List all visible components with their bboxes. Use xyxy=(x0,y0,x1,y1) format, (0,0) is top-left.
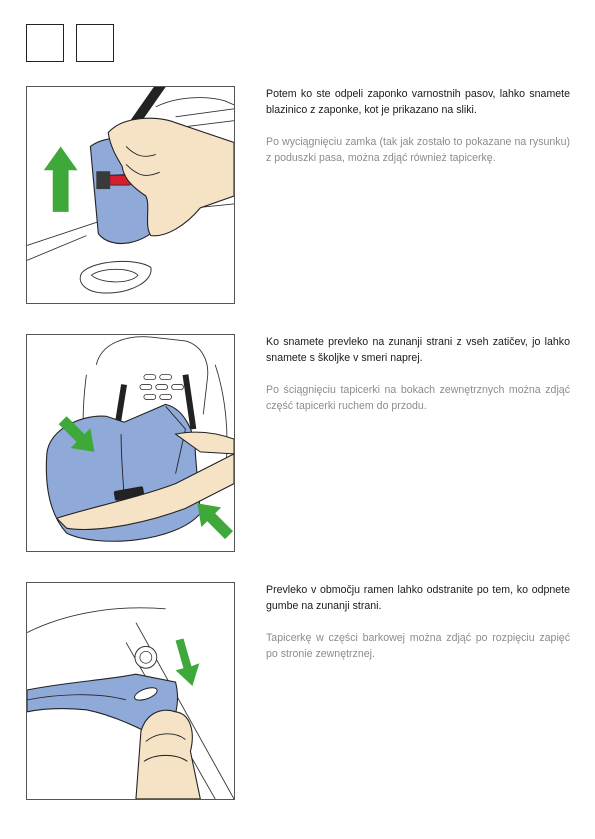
step-1-text xyxy=(266,86,570,166)
illustration-step-2 xyxy=(26,334,235,552)
header-box-left xyxy=(26,24,64,62)
outer-cover-removal-drawing xyxy=(27,335,234,551)
arrow-up-icon xyxy=(44,146,78,211)
step-3-text xyxy=(266,582,570,662)
step-2-text xyxy=(266,334,570,414)
buckle-pad-removal-drawing xyxy=(27,87,234,303)
step-1-primary: Potem ko ste odpeli zaponko varnostnih pasov, lahko snamete blazinico z zaponke, kot je prikazano na sliki. xyxy=(266,88,570,116)
shoulder-cover-removal-drawing xyxy=(27,583,234,799)
arrow-down-icon xyxy=(176,639,200,687)
step-3-secondary: Tapicerkę w części barkowej można zdjąć po rozpięciu zapięć po stronie zewnętrznej. xyxy=(266,632,570,660)
step-2-secondary: Po ściągnięciu tapicerki na bokach zewnętrznych można zdjąć część tapicerki ruchem do przodu. xyxy=(266,384,570,412)
illustration-step-1 xyxy=(26,86,235,304)
step-2-primary: Ko snamete prevleko na zunanji strani z vseh zatičev, jo lahko snamete s školjke v smeri naprej. xyxy=(266,336,570,364)
step-1-secondary: Po wyciągnięciu zamka (tak jak zostało to pokazane na rysunku) z poduszki pasa, można zdjąć również tapicerkę. xyxy=(266,136,570,164)
arrow-up-left-icon xyxy=(197,503,233,539)
header-box-right xyxy=(76,24,114,62)
step-3-primary: Prevleko v območju ramen lahko odstranite po tem, ko odpnete gumbe na zunanji strani. xyxy=(266,584,570,612)
illustration-step-3 xyxy=(26,582,235,800)
